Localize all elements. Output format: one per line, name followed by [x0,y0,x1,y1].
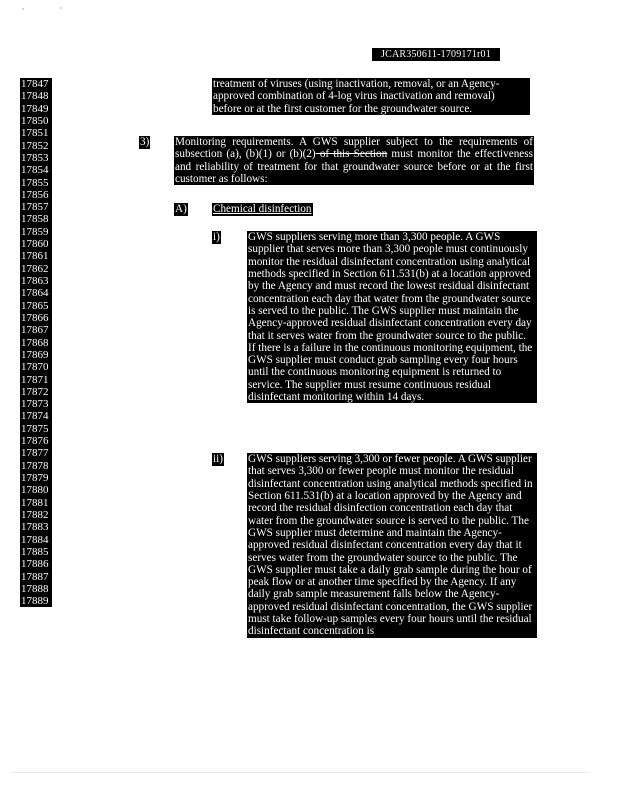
line-number: 17867 [21,324,49,337]
line-number: 17889 [21,595,49,608]
item-i-label: i) [213,231,220,243]
intro-line: approved combination of 4-log virus inactivation and removal) [213,90,495,103]
item-ii-paragraph: GWS suppliers serving 3,300 or fewer people. A GWS supplier that serves 3,300 or fewer people must monitor the residual disinfectant concentration using analytical methods specified in Section 611.531(b) at a location approved by the Agency and record the residual disinfection concentration each day that water from the groundwater source is served to the public. The GWS supplier must determine and maintain the Agency-approved residual disinfectant concentration every day that it serves water from the groundwater source to the public. The GWS supplier must take a daily grab sample during the hour of peak flow or at another time specified by the Agency. If any daily grab sample measurement falls below the Agency-approved residual disinfectant concentration, the GWS supplier must take follow-up samples every four hours until the residual disinfectant concentration is [248,453,533,638]
line-number: 17884 [21,533,49,546]
line-number: 17887 [21,570,49,583]
section-3-paragraph [175,136,533,185]
scan-speck [60,7,62,9]
line-number: 17871 [21,373,49,386]
line-number: 17876 [21,435,49,448]
line-number: 17881 [21,496,49,509]
line-number: 17864 [21,287,49,300]
line-number: 17885 [21,545,49,558]
line-number: 17869 [21,348,49,361]
line-number: 17872 [21,385,49,398]
section-3-text [174,136,534,185]
subsection-a-label: A) [175,203,187,215]
intro-line: before or at the first customer for the groundwater source. [213,102,473,115]
line-number: 17870 [21,361,49,374]
line-number: 17865 [21,299,49,312]
line-number: 17850 [21,114,49,127]
line-number: 17866 [21,311,49,324]
line-number: 17883 [21,521,49,534]
line-number: 17860 [21,238,49,251]
line-number: 17855 [21,176,49,189]
line-number: 17863 [21,275,49,287]
line-number: 17873 [21,398,49,411]
line-number: 17875 [21,422,49,435]
line-number: 17880 [21,484,49,497]
line-number: 17879 [21,472,49,484]
line-number: 17854 [21,164,49,177]
intro-continuation-text [212,78,530,115]
line-number: 17878 [21,459,49,472]
line-number: 17888 [21,582,49,595]
section-3-label: 3) [140,136,150,148]
line-number: 17859 [21,225,49,238]
item-i-paragraph: GWS suppliers serving more than 3,300 people. A GWS supplier that serves more than 3,300 people must continuously monitor the residual disinfectant concentration using analytical methods specified in Section 611.531(b) at a location approved by the Agency and must record the lowest residual disinfectant concentration each day that water from the groundwater source is served to the public. The GWS supplier must maintain the Agency-approved residual disinfectant concentration every day that it serves water from the groundwater source to the public. If there is a failure in the continuous monitoring equipment, the GWS supplier must conduct grab sampling every four hours until the continuous monitoring equipment is returned to service. The supplier must resume continuous residual disinfectant monitoring within 14 days. [248,231,533,404]
line-number: 17849 [21,102,49,115]
line-number: 17862 [21,262,49,275]
line-number: 17886 [21,558,49,571]
subsection-a-title-text: Chemical disinfection [213,203,312,215]
item-i-text [247,231,537,403]
section-3-text-b: must monitor the effectiveness and reliability of treatment for that groundwater source before or at the first customer as follows: [175,148,533,185]
line-number: 17853 [21,151,49,164]
line-number: 17856 [21,188,49,201]
line-number: 17874 [21,410,49,423]
document-id-header: JCAR350611-1709171r01 [372,48,500,61]
line-number: 17848 [21,90,49,103]
scan-speck [22,8,24,10]
line-number: 17882 [21,508,49,521]
line-number: 17857 [21,201,49,214]
intro-line: treatment of viruses (using inactivation, removal, or an Agency- [213,78,500,90]
item-ii-label: ii) [213,453,223,465]
line-number: 17858 [21,213,49,226]
subsection-a-title [212,203,313,216]
line-number: 17868 [21,336,49,349]
line-number-column [20,78,52,607]
line-number: 17851 [21,127,49,140]
line-number: 17877 [21,447,49,460]
footer-rule [10,772,590,773]
item-ii-text [247,453,537,638]
section-3-text-a: Monitoring requirements. A GWS supplier subject to the requirements of subsection (a), (b)(1) or (b)(2) [175,136,533,161]
deleted-text: of this Section [315,148,388,161]
line-number: 17852 [21,139,49,152]
line-number: 17847 [21,78,49,90]
line-number: 17861 [21,250,49,263]
